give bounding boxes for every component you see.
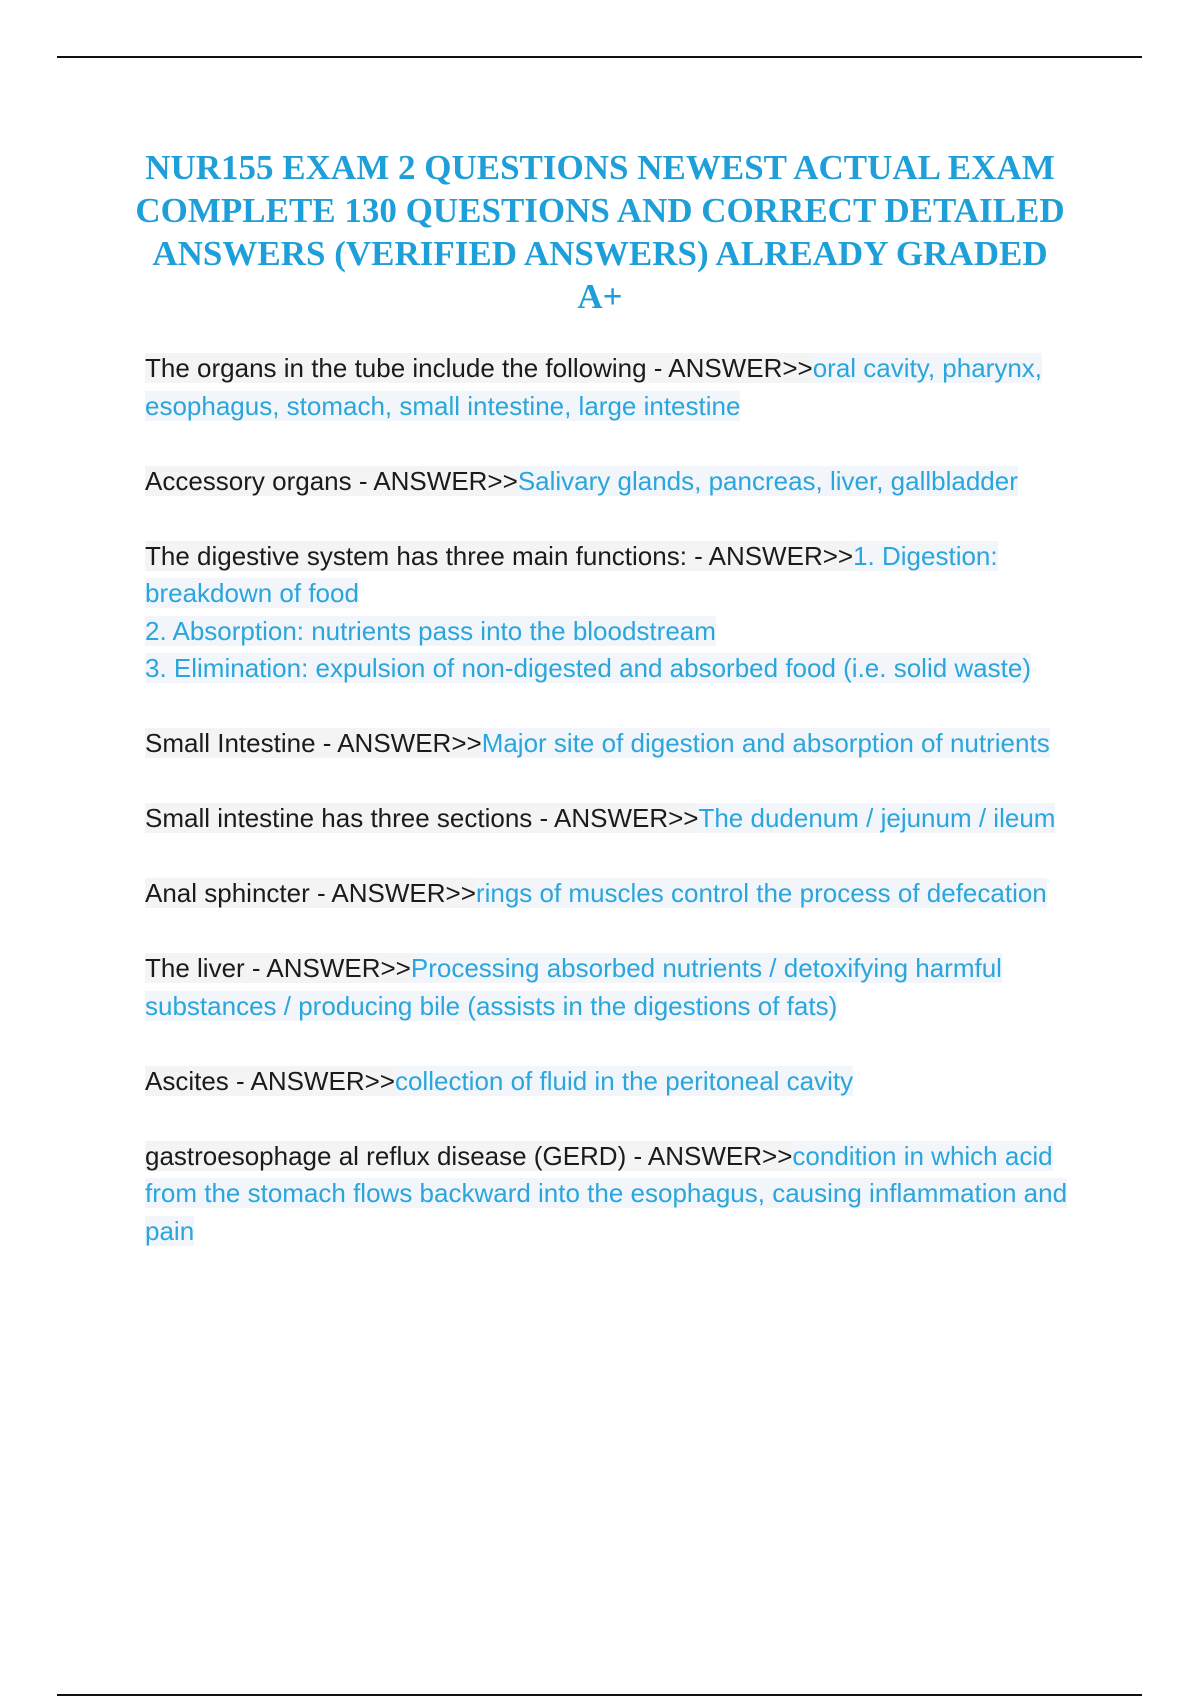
- question-text: Small intestine has three sections - ANSWER>>: [145, 803, 699, 833]
- qa-item: [145, 538, 1080, 688]
- document-title: NUR155 EXAM 2 QUESTIONS NEWEST ACTUAL EXAM COMPLETE 130 QUESTIONS AND CORRECT DETAILED ANSWERS (VERIFIED ANSWERS) ALREADY GRADED A+: [135, 148, 1065, 316]
- qa-item: [145, 1063, 1080, 1101]
- answer-text: condition in which acid from the stomach flows backward into the esophagus, causing inflammation and pain: [145, 1140, 1068, 1246]
- qa-item: [145, 950, 1080, 1025]
- answer-text: 2. Absorption: nutrients pass into the bloodstream: [145, 615, 716, 646]
- qa-item: [145, 1138, 1080, 1251]
- answer-text: oral cavity, pharynx, esophagus, stomach, small intestine, large intestine: [145, 353, 1042, 421]
- qa-list: [145, 350, 1080, 1288]
- answer-text: Salivary glands, pancreas, liver, gallbladder: [517, 465, 1018, 496]
- question-text: Small Intestine - ANSWER>>: [145, 728, 482, 758]
- question-text: The organs in the tube include the following - ANSWER>>: [145, 353, 813, 383]
- answer-text: rings of muscles control the process of defecation: [475, 878, 1047, 908]
- qa-item: [145, 875, 1080, 913]
- answer-text: The dudenum / jejunum / ileum: [698, 803, 1056, 833]
- answer-text: 1. Digestion: breakdown of food: [145, 540, 998, 608]
- question-text: gastroesophage al reflux disease (GERD) - ANSWER>>: [145, 1140, 793, 1171]
- answer-text: 3. Elimination: expulsion of non-digested and absorbed food (i.e. solid waste): [145, 653, 1031, 683]
- top-rule: [57, 56, 1142, 58]
- bottom-rule: [57, 1694, 1142, 1696]
- answer-text: collection of fluid in the peritoneal cavity: [394, 1065, 854, 1096]
- question-text: Anal sphincter - ANSWER>>: [145, 878, 476, 908]
- answer-text: Major site of digestion and absorption of nutrients: [481, 728, 1050, 758]
- qa-item: [145, 725, 1080, 763]
- qa-item: [145, 350, 1080, 425]
- qa-item: [145, 463, 1080, 501]
- answer-line: [145, 650, 1080, 688]
- question-text: The digestive system has three main functions: - ANSWER>>: [145, 540, 854, 571]
- answer-text: Processing absorbed nutrients / detoxifying harmful substances / producing bile (assists in the digestions of fats): [145, 953, 1002, 1021]
- question-text: The liver - ANSWER>>: [145, 953, 411, 983]
- question-text: Accessory organs - ANSWER>>: [145, 465, 518, 496]
- qa-item: [145, 800, 1080, 838]
- answer-line: [145, 613, 1080, 651]
- question-text: Ascites - ANSWER>>: [145, 1065, 395, 1096]
